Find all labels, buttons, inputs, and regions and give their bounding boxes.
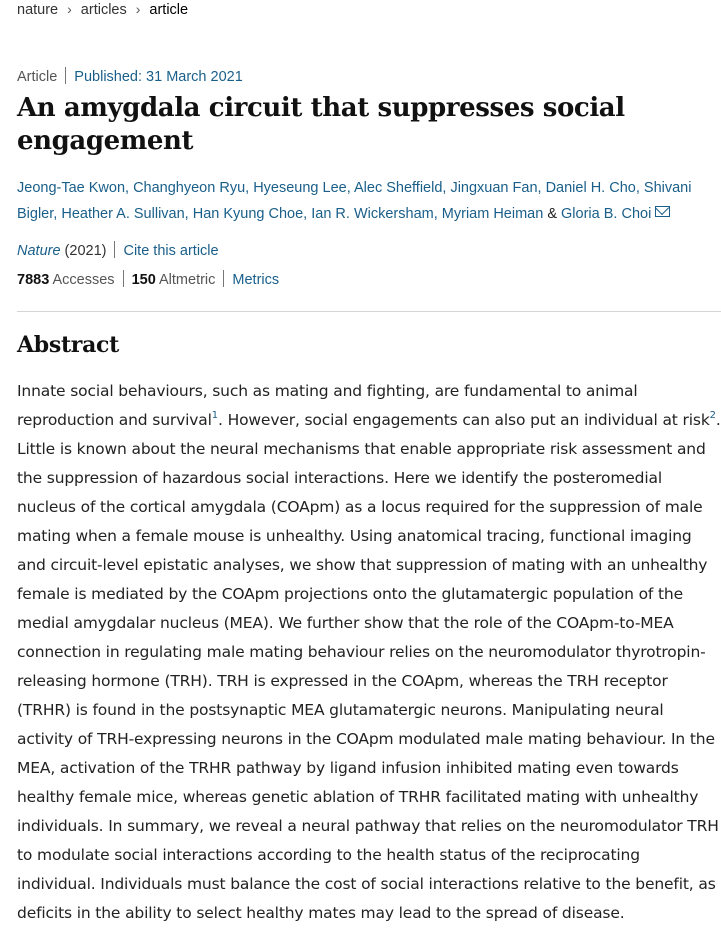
- abstract-part: . Little is known about the neural mechanisms that enable appropriate risk assessment and the suppression of hazardous social interactions. Here we identify the posteromedial nucleus of the cortical amygdala (COApm) as a locus required for the suppression of male mating when a female mouse is unhealthy. Using anatomical tracing, functional imaging and circuit-level epistatic analyses, we show that suppression of mating with an unhealthy female is mediated by the COApm projections onto the glutamatergic population of the medial amygdalar nucleus (MEA). We further show that the role of the COApm-to-MEA connection in regulating male mating behaviour relies on the neuromodulator thyrotropin-releasing hormone (TRH). TRH is expressed in the COApm, whereas the TRH receptor (TRHR) is found in the postsynaptic MEA glutamatergic neurons. Manipulating neural activity of TRH-expressing neurons in the COApm modulated male mating behaviour. In the MEA, activation of the TRHR pathway by ligand infusion inhibited mating even towards healthy female mice, whereas genetic ablation of TRHR facilitated mating with unhealthy individuals. In summary, we reveal a neural pathway that relies on the neuromodulator TRH to modulate social interactions according to the health status of the reciprocating individual. Individuals must balance the cost of social interactions relative to the benefit, as deficits in the ability to select healthy mates may lead to the spread of disease.: [17, 411, 721, 922]
- citation-line: [17, 241, 717, 261]
- author-link[interactable]: Ian R. Wickersham: [311, 206, 434, 222]
- divider: [123, 270, 124, 287]
- author-link[interactable]: Heather A. Sullivan: [61, 206, 185, 222]
- reference-link[interactable]: 1: [211, 410, 219, 421]
- author-and: &: [547, 206, 557, 222]
- section-divider: [17, 311, 721, 312]
- divider: [114, 241, 115, 258]
- author-link[interactable]: Hyeseung Lee: [253, 180, 347, 196]
- abstract-part: . However, social engagements can also put an individual at risk: [218, 411, 710, 429]
- altmetric-score: 150: [131, 272, 156, 288]
- breadcrumb: [17, 0, 717, 19]
- accesses-count: 7883: [17, 272, 50, 288]
- chevron-right-icon: ›: [135, 1, 141, 17]
- author-link[interactable]: Myriam Heiman: [441, 206, 544, 222]
- abstract-heading: Abstract: [17, 332, 120, 358]
- article-type: Article: [17, 69, 58, 85]
- author-link[interactable]: Shivani Bigler: [17, 180, 692, 222]
- breadcrumb-nature[interactable]: nature: [17, 2, 59, 18]
- article-page: [17, 0, 721, 944]
- mail-icon[interactable]: [655, 206, 670, 217]
- cite-this-article-link[interactable]: Cite this article: [123, 243, 219, 259]
- author-list: Jeong-Tae Kwon, Changhyeon Ryu, Hyeseung Lee, Alec Sheffield, Jingxuan Fan, Daniel H. Cho, Shivani Bigler, Heather A. Sullivan, Han Kyung Choe, Ian R. Wickersham, Myriam Heiman & Gloria B. Choi: [17, 180, 692, 222]
- breadcrumb-current: article: [149, 2, 189, 18]
- abstract-part: Innate social behaviours, such as mating and fighting, are fundamental to animal reproduction and survival: [17, 382, 638, 429]
- author-link[interactable]: Daniel H. Cho: [545, 180, 636, 196]
- metrics-link[interactable]: Metrics: [232, 272, 280, 288]
- corresponding-author-link[interactable]: Gloria B. Choi: [561, 206, 652, 222]
- published-date: Published: 31 March 2021: [74, 69, 243, 85]
- publication-year: (2021): [60, 243, 107, 259]
- author-link[interactable]: Changhyeon Ryu: [133, 180, 246, 196]
- author-link[interactable]: Alec Sheffield: [353, 180, 443, 196]
- abstract-text: [17, 377, 721, 928]
- author-link[interactable]: Jeong-Tae Kwon: [17, 180, 126, 196]
- reference-link[interactable]: 2: [709, 410, 716, 421]
- altmetric-label: Altmetric: [159, 272, 216, 288]
- article-title: An amygdala circuit that suppresses social engagement: [17, 93, 625, 156]
- divider: [223, 270, 224, 287]
- article-meta: [17, 67, 717, 87]
- author-link[interactable]: Han Kyung Choe: [192, 206, 304, 222]
- divider: [65, 67, 66, 84]
- journal-name[interactable]: Nature: [17, 243, 61, 259]
- accesses-label: Accesses: [52, 272, 115, 288]
- article-metrics: [17, 270, 717, 290]
- author-link[interactable]: Jingxuan Fan: [450, 180, 538, 196]
- chevron-right-icon: ›: [67, 1, 72, 17]
- breadcrumb-articles[interactable]: articles: [80, 2, 127, 18]
